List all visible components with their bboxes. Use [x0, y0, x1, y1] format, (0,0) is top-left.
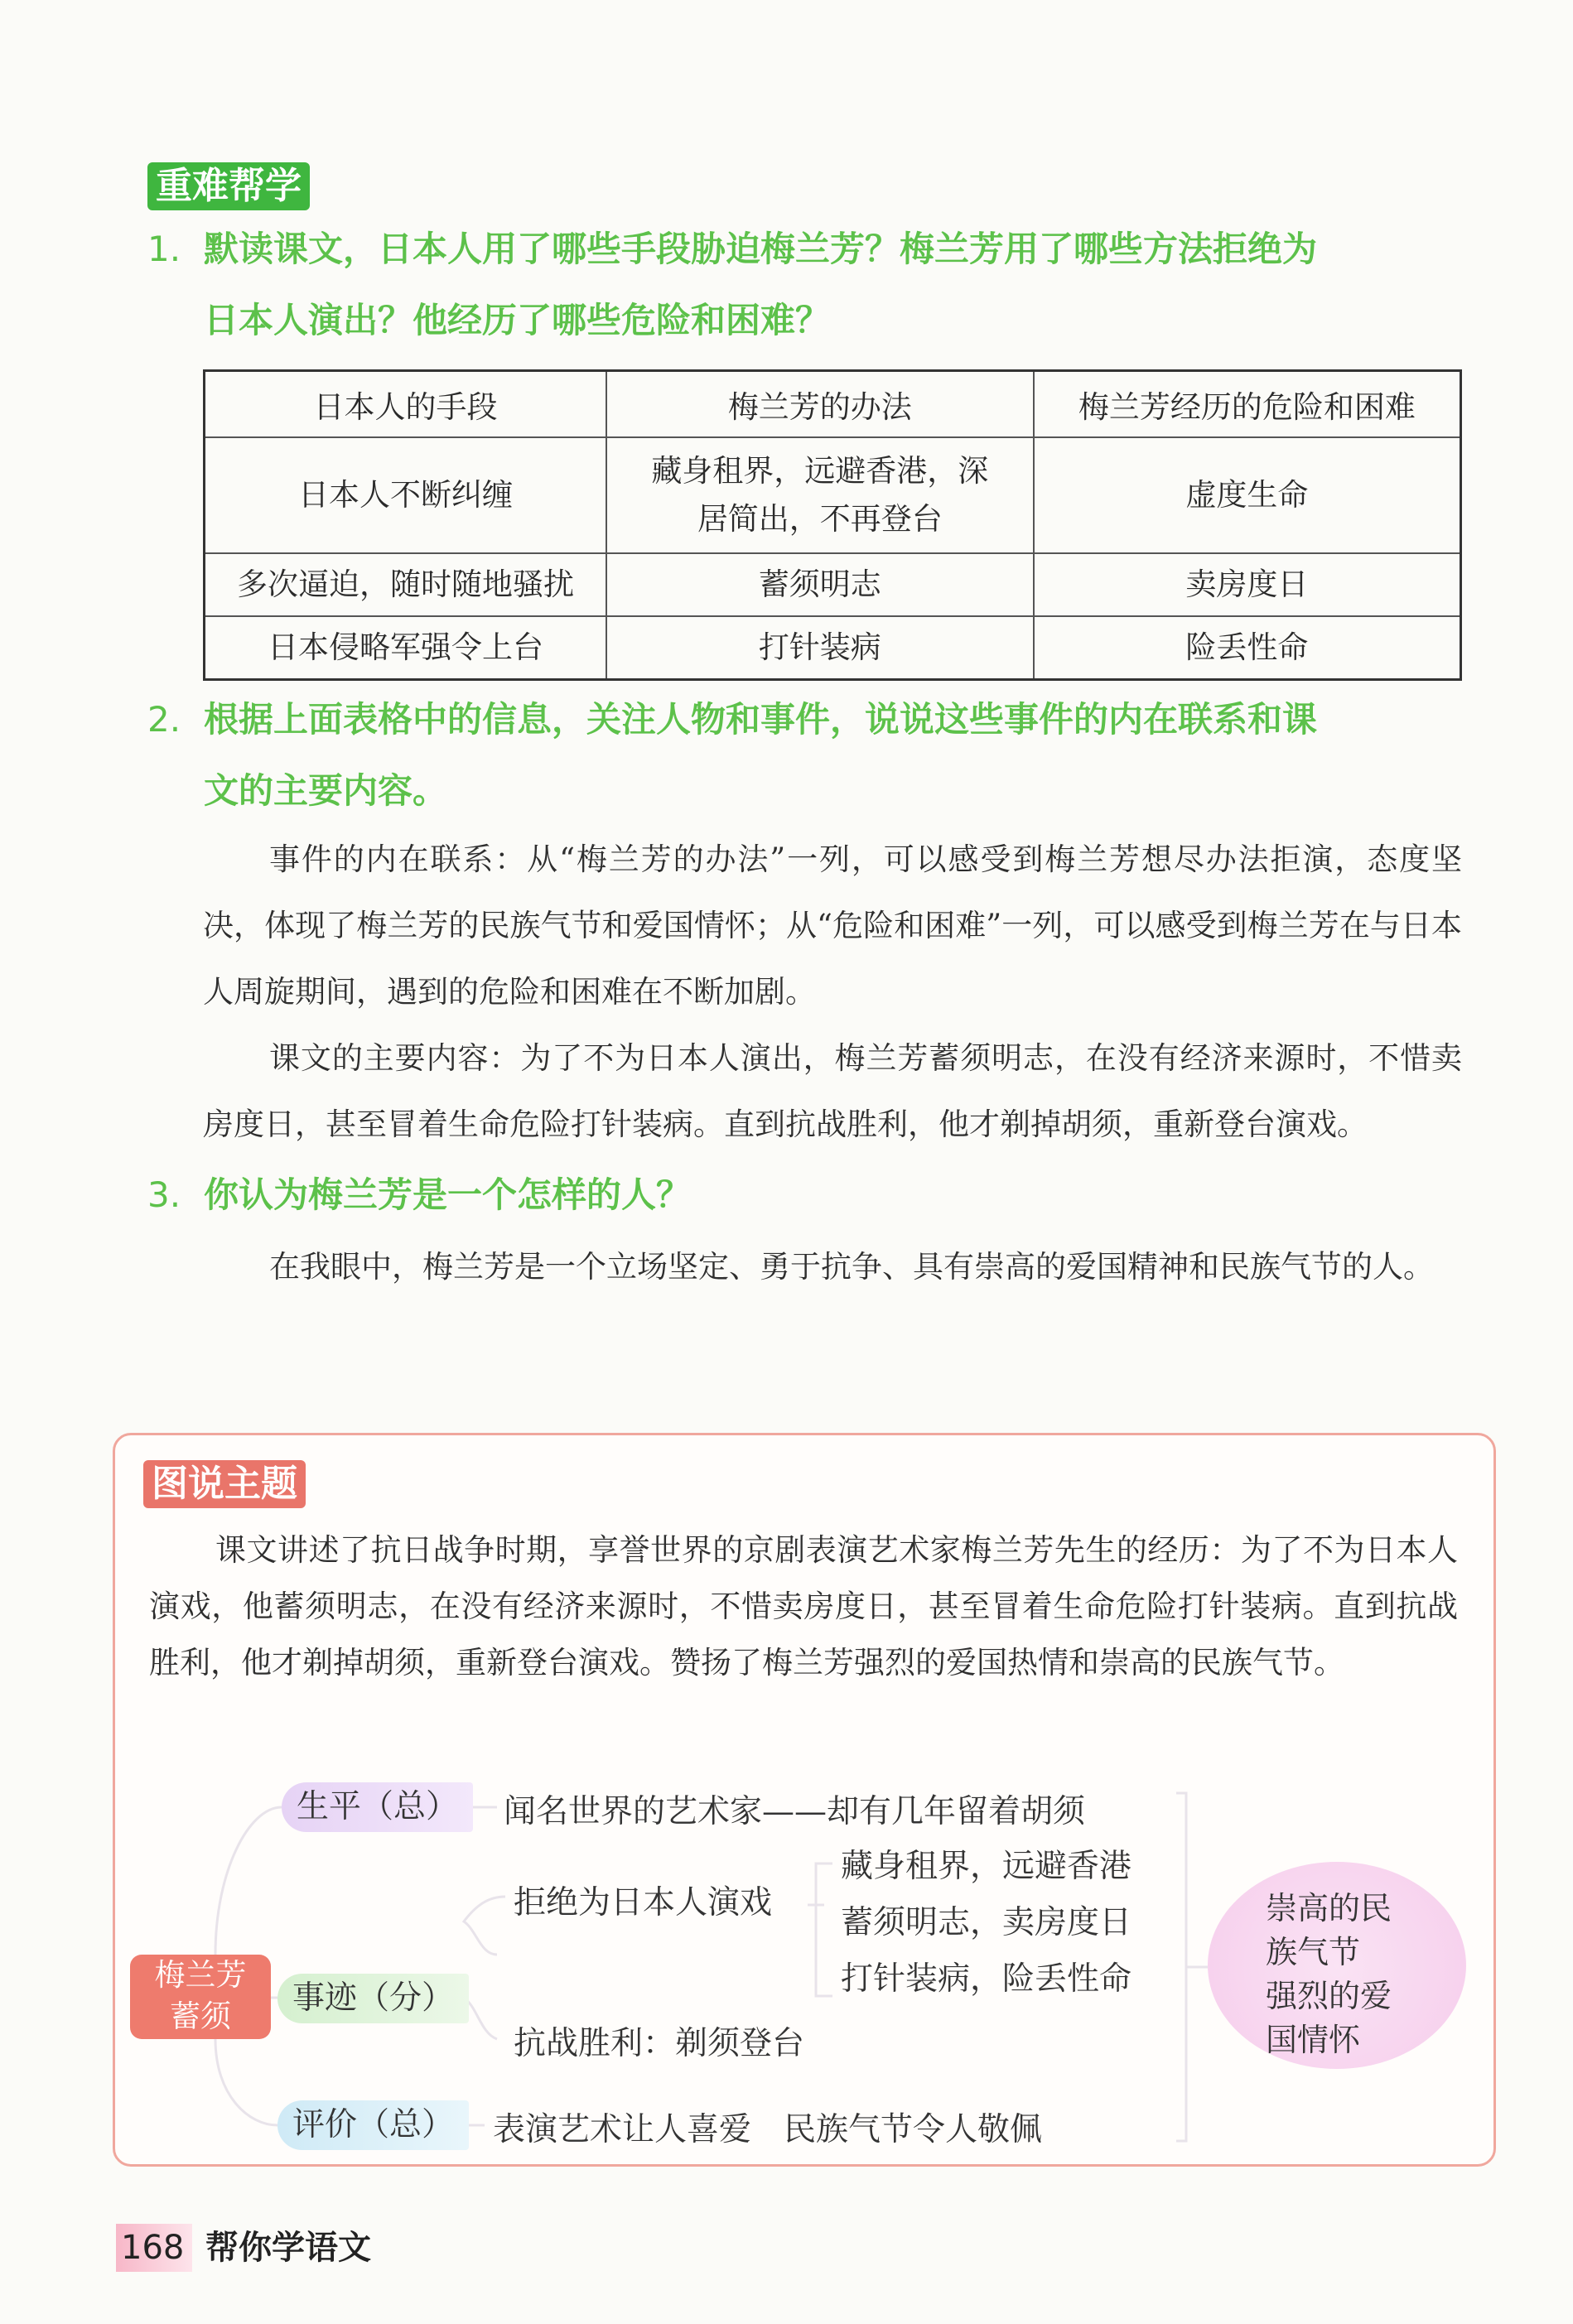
mindmap-sub-refuse: 拒绝为日本人演戏: [514, 1884, 773, 1921]
mindmap-branch-deeds: 事迹（分）: [277, 1974, 469, 2023]
table-cell: 险丢性命: [1034, 616, 1461, 679]
theme-paragraph: 课文讲述了抗日战争时期，享誉世界的京剧表演艺术家梅兰芳先生的经历：为了不为日本人演戏，他蓄须明志，在没有经济来源时，不惜卖房度日，甚至冒着生命危险打针装病。直到抗战胜利，他才剃掉胡须，重新登台演戏。赞扬了梅兰芳强烈的爱国热情和崇高的民族气节。: [149, 1532, 1458, 1680]
mindmap-root-line: 蓄须: [170, 1999, 231, 2034]
table-cell: 日本人不断纠缠: [205, 437, 606, 553]
question-number: 2.: [147, 699, 181, 740]
mindmap-sub-item: 藏身租界，远避香港: [841, 1848, 1132, 1885]
table-cell: 打针装病: [606, 616, 1034, 679]
table-cell: 蓄须明志: [606, 553, 1034, 616]
answer-paragraph: 事件的内在联系：从“梅兰芳的办法”一列，可以感受到梅兰芳想尽办法拒演，态度坚决，体现了梅兰芳的民族气节和爱国情怀；从“危险和困难”一列，可以感受到梅兰芳在与日本人周旋期间，遇到的危险和困难在不断加剧。: [203, 841, 1462, 1010]
table-cell: 藏身租界，远避香港，深居简出，不再登台: [606, 437, 1034, 553]
book-title: 帮你学语文: [205, 2229, 371, 2267]
mindmap-sub-item: 打针装病，险丢性命: [841, 1960, 1132, 1998]
mindmap-branch-evaluation-text: 表演艺术让人喜爱 民族气节令人敬佩: [493, 2111, 1043, 2148]
section-tag-theme: 图说主题: [143, 1460, 306, 1508]
table-header: 日本人的手段: [205, 371, 606, 438]
table-cell: 卖房度日: [1034, 553, 1461, 616]
question-text: 默读课文，日本人用了哪些手段胁迫梅兰芳？梅兰芳用了哪些方法拒绝为: [204, 229, 1318, 269]
mindmap-root-line: 梅兰芳: [154, 1957, 247, 1993]
summary-line: 崇高的民: [1266, 1890, 1392, 1926]
question-text: 你认为梅兰芳是一个怎样的人？: [204, 1174, 692, 1215]
answer-paragraph: 课文的主要内容：为了不为日本人演出，梅兰芳蓄须明志，在没有经济来源时，不惜卖房度日，甚至冒着生命危险打针装病。直到抗战胜利，他才剃掉胡须，重新登台演戏。: [203, 1040, 1462, 1142]
summary-line: 族气节: [1266, 1934, 1361, 1970]
mindmap-sub-victory: 抗战胜利：剃须登台: [514, 2025, 805, 2062]
question-number: 3.: [147, 1174, 181, 1215]
page-number: 168: [116, 2224, 192, 2272]
table-cell: 虚度生命: [1034, 437, 1461, 553]
question-text-line2: 日本人演出？他经历了哪些危险和困难？: [204, 300, 831, 340]
mindmap-branch-life-text: 闻名世界的艺术家——却有几年留着胡须: [504, 1793, 1086, 1830]
table-header: 梅兰芳的办法: [606, 371, 1034, 438]
mindmap-root: [130, 1955, 271, 2039]
summary-line: 国情怀: [1266, 2022, 1361, 2058]
mindmap-branch-evaluation: 评价（总）: [277, 2100, 469, 2150]
table-cell: 多次逼迫，随时随地骚扰: [205, 553, 606, 616]
question-text-line2: 文的主要内容。: [204, 770, 448, 811]
table-header: 梅兰芳经历的危险和困难: [1034, 371, 1461, 438]
mindmap-branch-life: 生平（总）: [282, 1782, 473, 1832]
mindmap-summary-circle: [1208, 1862, 1466, 2069]
table-cell: 日本侵略军强令上台: [205, 616, 606, 679]
summary-line: 强烈的爱: [1266, 1978, 1392, 2014]
answer-paragraph: 在我眼中，梅兰芳是一个立场坚定、勇于抗争、具有崇高的爱国精神和民族气节的人。: [269, 1249, 1434, 1285]
question-text: 根据上面表格中的信息，关注人物和事件，说说这些事件的内在联系和课: [204, 699, 1318, 740]
section-tag-key-points: 重难帮学: [147, 162, 310, 210]
question-number: 1.: [147, 229, 181, 269]
mindmap-sub-item: 蓄须明志，卖房度日: [841, 1904, 1132, 1941]
